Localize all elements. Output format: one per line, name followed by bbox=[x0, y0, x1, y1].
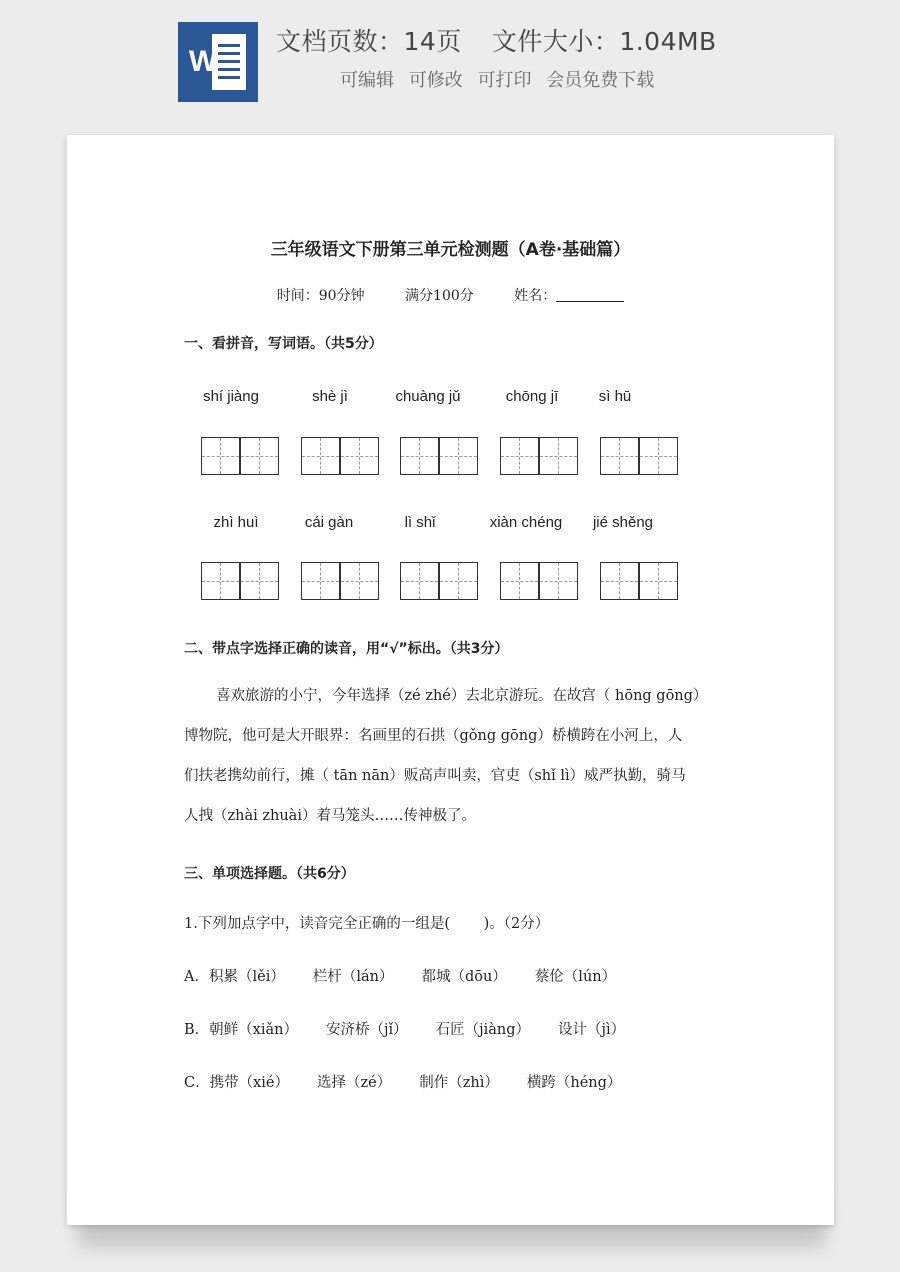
option-word: 石匠（jiàng） bbox=[435, 1022, 531, 1038]
option-word: B．朝鲜（xiǎn） bbox=[184, 1022, 298, 1038]
word-logo-letter: W bbox=[188, 45, 218, 78]
pinyin-label: shè jì bbox=[312, 388, 348, 405]
option-a[interactable] bbox=[184, 965, 644, 986]
writing-grid[interactable] bbox=[600, 437, 678, 475]
pinyin-label: cái gàn bbox=[304, 514, 354, 531]
pinyin-label: chuàng jǔ bbox=[395, 388, 461, 405]
pinyin-label: zhì huì bbox=[213, 514, 259, 531]
option-word: 选择（zé） bbox=[317, 1075, 392, 1091]
writing-grid[interactable] bbox=[201, 562, 279, 600]
page-count: 文档页数：14页 bbox=[276, 27, 462, 56]
file-size: 文件大小：1.04MB bbox=[491, 27, 717, 56]
passage-line: 们扶老携幼前行，摊（ tān nān）贩高声叫卖，官吏（shǐ lì）威严执勤，骑马 bbox=[184, 768, 686, 784]
exam-meta bbox=[67, 285, 834, 305]
option-word: 制作（zhì） bbox=[419, 1075, 499, 1091]
document-title: 三年级语文下册第三单元检测题（A卷·基础篇） bbox=[270, 240, 631, 260]
download-banner bbox=[0, 0, 900, 120]
option-word: 蔡伦（lún） bbox=[534, 969, 617, 985]
exam-full-score: 满分100分 bbox=[405, 288, 474, 304]
feature-editable: 可编辑 bbox=[340, 70, 394, 91]
feature-member-download: 会员免费下载 bbox=[546, 70, 655, 91]
writing-grid[interactable] bbox=[201, 437, 279, 475]
option-word: 都城（dōu） bbox=[421, 969, 507, 985]
section1-heading: 一、看拼音，写词语。（共5分） bbox=[184, 336, 383, 352]
document-page bbox=[67, 135, 834, 1225]
feature-modifiable: 可修改 bbox=[408, 70, 463, 91]
word-icon bbox=[178, 22, 258, 102]
pinyin-label: xiàn chéng bbox=[489, 514, 563, 531]
passage-line: 人拽（zhài zhuài）着马笼头……传神极了。 bbox=[184, 808, 476, 824]
option-word: 设计（jì） bbox=[558, 1022, 626, 1038]
feature-printable: 可打印 bbox=[477, 70, 532, 91]
student-name-label: 姓名： bbox=[514, 288, 624, 304]
exam-time: 时间：90分钟 bbox=[276, 288, 365, 304]
section3-heading: 三、单项选择题。（共6分） bbox=[184, 866, 355, 882]
option-word: 横跨（héng） bbox=[526, 1075, 622, 1091]
passage-line: 博物院，他可是大开眼界：名画里的石拱（gǒng gōng）桥横跨在小河上，人 bbox=[184, 728, 683, 744]
writing-grid[interactable] bbox=[400, 437, 478, 475]
feature-list bbox=[340, 66, 663, 92]
writing-grid[interactable] bbox=[301, 437, 379, 475]
writing-grid[interactable] bbox=[600, 562, 678, 600]
option-word: A．积累（lěi） bbox=[184, 969, 285, 985]
option-c[interactable] bbox=[184, 1071, 649, 1092]
option-b[interactable] bbox=[184, 1018, 653, 1039]
file-info bbox=[276, 22, 717, 58]
writing-grid[interactable] bbox=[500, 437, 578, 475]
name-blank[interactable] bbox=[556, 301, 624, 302]
pinyin-label: chōng jī bbox=[505, 388, 559, 405]
section2-heading: 二、带点字选择正确的读音，用“√”标出。（共3分） bbox=[184, 641, 509, 657]
writing-grid[interactable] bbox=[301, 562, 379, 600]
option-word: 安济桥（jǐ） bbox=[325, 1022, 408, 1038]
question-1: 1.下列加点字中，读音完全正确的一组是( )。（2分） bbox=[184, 916, 550, 932]
pinyin-label: sì hū bbox=[598, 388, 632, 405]
pinyin-label: jié shěng bbox=[592, 514, 654, 531]
option-word: 栏杆（lán） bbox=[312, 969, 394, 985]
writing-grid[interactable] bbox=[500, 562, 578, 600]
pinyin-label: shí jiàng bbox=[203, 388, 259, 405]
passage-line: 喜欢旅游的小宁，今年选择（zé zhé）去北京游玩。在故宫（ hōng gōng） bbox=[216, 688, 708, 704]
writing-grid[interactable] bbox=[400, 562, 478, 600]
pinyin-label: lì shǐ bbox=[404, 514, 436, 531]
option-word: C．携带（xié） bbox=[184, 1075, 289, 1091]
